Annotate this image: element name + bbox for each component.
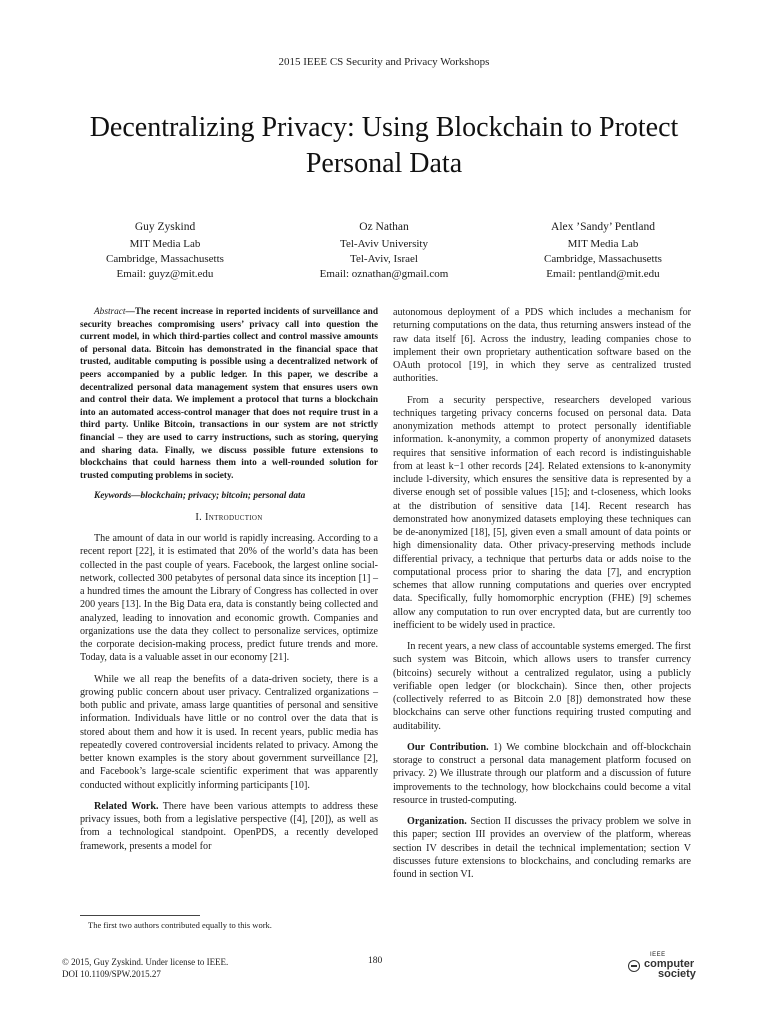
ieee-computer-society-logo [628, 952, 698, 980]
abstract-label: Abstract [94, 307, 126, 317]
paper-title [60, 110, 708, 182]
footnote-divider [80, 915, 200, 916]
footnote: The first two authors contributed equally to this work. [88, 920, 272, 930]
related-work-text: There have been various attempts to address these privacy issues, both from a legislative perspective ([4], [20]), as well as from a technological standpoint. OpenPDS, a recently developed framework, presents a model for [80, 800, 378, 852]
footer-left [62, 956, 228, 980]
author-name: Guy Zyskind [134, 221, 196, 233]
author-block [60, 220, 708, 282]
author-name: Oz Nathan [359, 221, 409, 233]
author-email: Email: oznathan@gmail.com [319, 268, 449, 280]
abstract-text: —The recent increase in reported incidents of surveillance and security breaches compromising users’ privacy call into question the current model, in which third-parties collect and control massive amounts of personal data. Bitcoin has demonstrated in the financial space that trusted, auditable computing is possible using a decentralized network of peers accompanied by a public ledger. In this paper, we describe a decentralized personal data management system that ensures users own and control their data. We implement a protocol that turns a blockchain into an automated access-control manager that does not require trust in a third party. Unlike Bitcoin, transactions in our system are not strictly financial – they are used to carry instructions, such as storing, querying and sharing data. Finally, we discuss possible future extensions to blockchains that could harness them into a well-rounded solution for trusted computing problems in society. [80, 307, 378, 481]
section-heading-introduction: I. Introduction [195, 511, 263, 523]
abstract [80, 306, 378, 482]
contribution-label: Our Contribution. [407, 741, 489, 753]
logo-ieee-text: IEEE [650, 952, 666, 958]
author-affiliation: MIT Media Lab [129, 238, 201, 250]
conference-header: 2015 IEEE CS Security and Privacy Workshops [278, 56, 490, 68]
author-affiliation: MIT Media Lab [567, 238, 639, 250]
globe-icon [628, 960, 640, 972]
organization-paragraph [393, 815, 691, 881]
contribution-paragraph [393, 741, 691, 807]
author-name: Alex ’Sandy’ Pentland [551, 221, 655, 233]
doi: DOI 10.1109/SPW.2015.27 [62, 969, 161, 979]
right-column [393, 306, 691, 889]
author-3 [498, 220, 708, 282]
author-1 [60, 220, 270, 282]
author-location: Cambridge, Massachusetts [544, 253, 662, 265]
copyright-notice: © 2015, Guy Zyskind. Under license to IEEE. [62, 957, 229, 967]
accountable-systems-paragraph: In recent years, a new class of accountable systems emerged. The first such system was Bitcoin, which allows users to transfer currency (bitcoins) securely without a centralized regulator, using a publicly verifiable open ledger (or blockchain). Since then, other projects (collectively referred to as Bitcoin 2.0 [8]) demonstrated how these blockchains can serve other functions requiring trusted computing and auditability. [393, 641, 691, 732]
author-affiliation: Tel-Aviv University [340, 238, 428, 250]
page-number: 180 [368, 956, 383, 966]
keywords: Keywords—blockchain; privacy; bitcoin; personal data [94, 491, 306, 502]
intro-paragraph-2: While we all reap the benefits of a data-driven society, there is a growing public concern about user privacy. Centralized organizations – both public and private, amass large quantities of personal and sensitive information. Individuals have little or no control over the data that is stored about them and how it is used. In recent years, public media has repeatedly covered controversial incidents related to privacy. Among the better known examples is the story about government surveillance [2], and Facebook’s large-scale scientific experiment that was apparently conducted without explicitly informing participants [10]. [80, 673, 378, 791]
contribution-text: 1) We combine blockchain and off-blockchain storage to construct a personal data management platform focused on privacy. 2) We illustrate through our platform and a discussion of future improvements to the technology, how blockchains could become a vital resource in trusted-computing. [393, 741, 691, 806]
title-line-1: Decentralizing Privacy: Using Blockchain to Protect [89, 112, 679, 143]
author-email: Email: pentland@mit.edu [546, 268, 660, 280]
organization-label: Organization. [407, 816, 467, 827]
organization-text: Section II discusses the privacy problem we solve in this paper; section III provides an overview of the platform, whereas section IV describes in detail the technical implementation; section V discusses future extensions to blockchains, and concluding remarks are found in section VI. [393, 816, 691, 880]
author-2 [279, 220, 489, 282]
author-location: Cambridge, Massachusetts [106, 253, 224, 265]
intro-paragraph-1: The amount of data in our world is rapidly increasing. According to a recent report [22], it is estimated that 20% of the world’s data has been collected in the past couple of years. Facebook, the largest online social-network, collected 300 petabytes of personal data since its inception [1] – a hundred times the amount the Library of Congress has collected in over 200 years [13]. In the Big Data era, data is constantly being collected and analyzed, leading to innovation and economic growth. Companies and organizations use the data they collect to personalize services, optimize the corporate decision-making process, predict future trends and more. Today, data is a valuable asset in our economy [21]. [80, 533, 378, 664]
continuation-paragraph: autonomous deployment of a PDS which includes a mechanism for returning computations on the data, thus returning answers instead of the raw data itself [6]. Across the industry, leading companies chose to implement their own proprietary authentication software based on the OAuth protocol [19], in which they serve as centralized trusted authorities. [393, 307, 691, 385]
logo-society-text: society [658, 968, 696, 980]
title-line-2: Personal Data [305, 148, 463, 179]
security-paragraph: From a security perspective, researchers developed various techniques targeting privacy concerns focused on personal data. Data anonymization methods attempt to protect personally identifiable information. k-anonymity, a common property of anonymized datasets requires that sensitive information of each record is indistinguishable from at least k−1 other records [24]. Related extensions to k-anonymity include l-diversity, which ensures the sensitive data is represented by a diverse enough set of possible values [15]; and t-closeness, which looks at the distribution of sensitive data [14]. Recent research has demonstrated how anonymized datasets employing these techniques can be de-anonymized [18], [5], given even a small amount of data points or high dimensionality data. Other privacy-preserving methods include differential privacy, a technique that perturbs data or adds noise to the computational process prior to sharing the data [7], and encryption schemes that allow running computations and queries over encrypted data. Specifically, fully homomorphic encryption (FHE) [9] schemes allow any computation to run over encrypted data, but are currently too inefficient to be widely used in practice. [393, 394, 691, 631]
author-location: Tel-Aviv, Israel [350, 253, 418, 265]
related-work-label: Related Work. [94, 800, 159, 812]
logo-computer-text: computer [644, 958, 695, 970]
author-email: Email: guyz@mit.edu [116, 268, 214, 280]
left-column [80, 306, 378, 861]
related-work-paragraph [80, 800, 378, 853]
